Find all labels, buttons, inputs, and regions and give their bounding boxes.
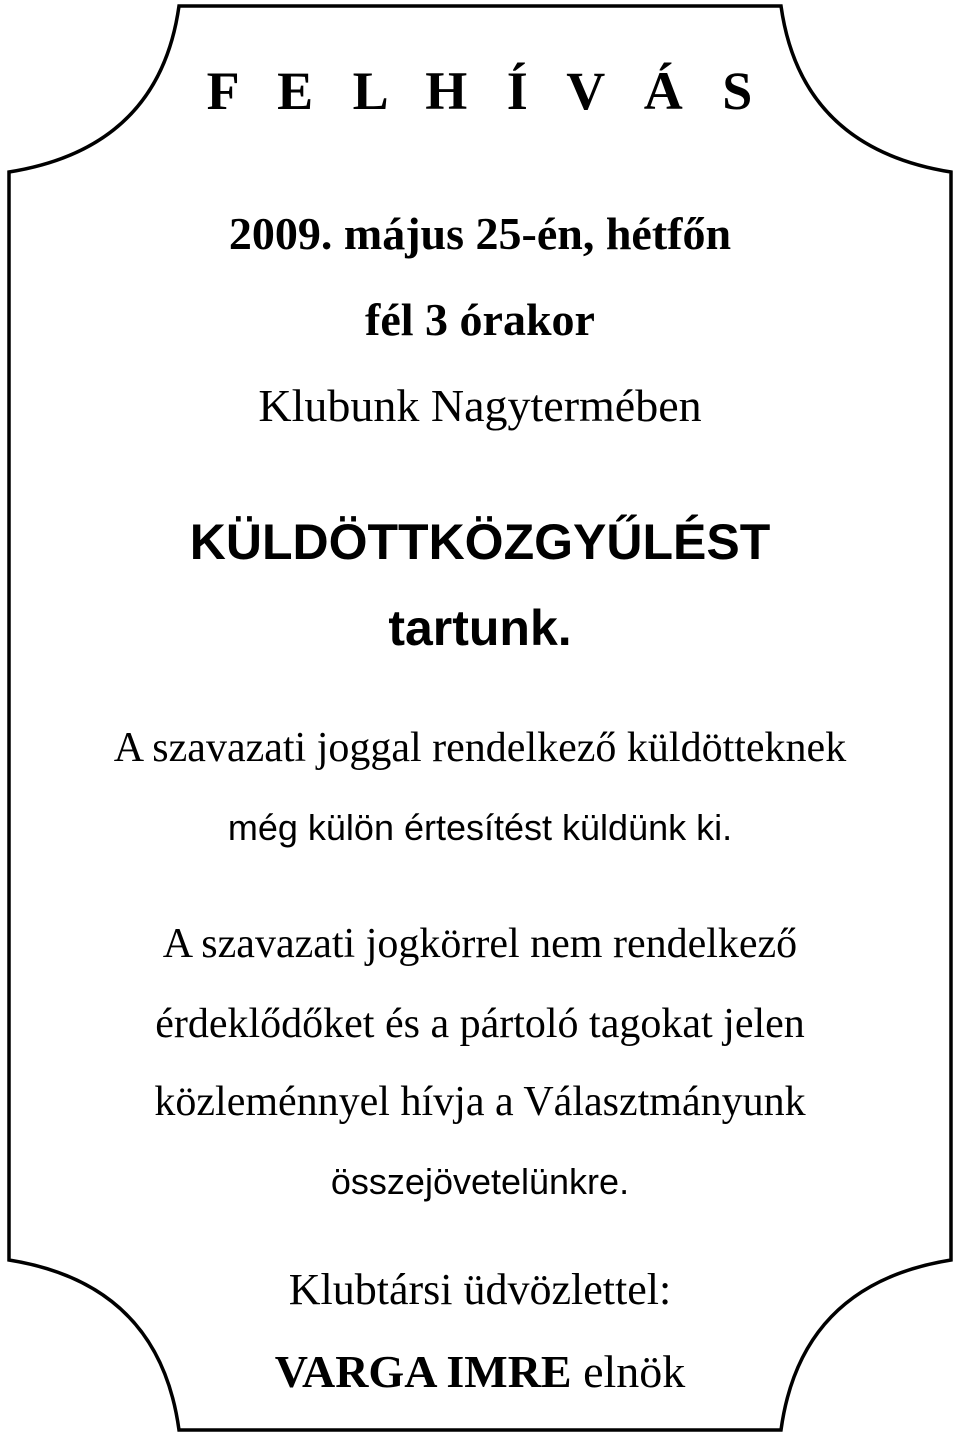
venue-line: Klubunk Nagytermében — [258, 380, 702, 431]
greeting: Klubtársi üdvözlettel: — [288, 1265, 672, 1314]
signature — [0, 1342, 960, 1402]
paragraph2-line4: összejövetelünkre. — [330, 1161, 630, 1202]
assembly-heading: KÜLDÖTTKÖZGYŰLÉST — [189, 514, 771, 570]
held-line: tartunk. — [388, 600, 572, 656]
paragraph1-line2: még külön értesítést küldünk ki. — [227, 807, 733, 848]
signer-role: elnök — [583, 1346, 686, 1397]
signer-name: VARGA IMRE — [274, 1346, 572, 1397]
paragraph2-line2: érdeklődőket és a pártoló tagokat jelen — [155, 1001, 805, 1047]
paragraph1-line1: A szavazati joggal rendelkező küldötteknek — [113, 725, 847, 771]
paragraph2-line3: közleménnyel hívja a Választmányunk — [154, 1079, 806, 1125]
notice-title: F E L H Í V Á S — [206, 61, 766, 121]
date-line: 2009. május 25-én, hétfőn — [228, 208, 732, 259]
paragraph2-line1: A szavazati jogkörrel nem rendelkező — [162, 921, 798, 967]
time-line: fél 3 órakor — [365, 294, 595, 345]
